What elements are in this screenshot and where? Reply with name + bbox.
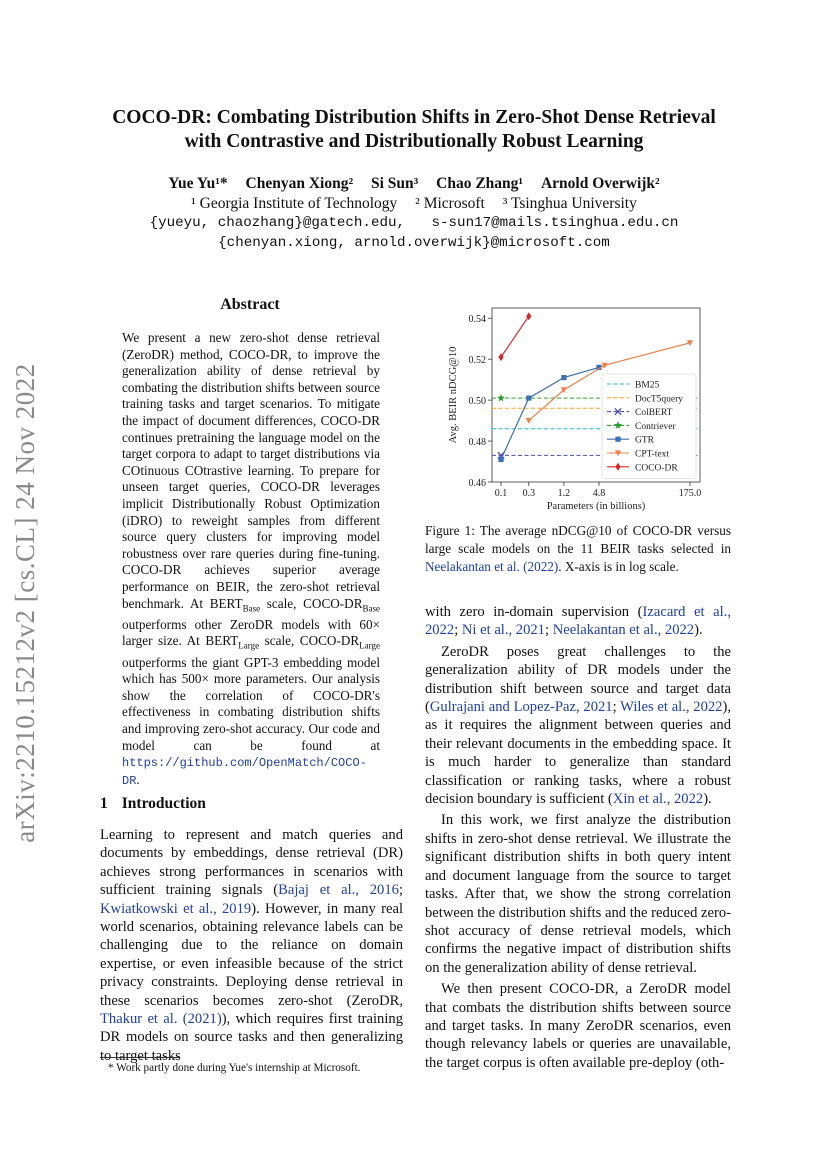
x-tick-label: 4.8: [592, 488, 606, 499]
body-text: ), as it requires the alignment between queries and their relevant documents in the embedding space. It is much harder to generalize than standard classification or ranking tasks, where a robust decision boundary is sufficient (: [425, 699, 731, 808]
series-line: [501, 316, 529, 357]
abstract-body: [122, 330, 380, 789]
abstract-heading: Abstract: [220, 296, 280, 313]
email: s-sun17@mails.tsinghua.edu.cn: [431, 215, 679, 231]
code-url-link[interactable]: https://github.com/OpenMatch/COCO-DR: [122, 756, 367, 788]
body-text: ZeroDR poses great challenges to the generalization ability of DR models under the distribution shift between source and target data (: [425, 643, 731, 716]
paper-title: [60, 106, 768, 154]
figure-caption: [425, 522, 731, 576]
x-tick-label: 175.0: [678, 488, 702, 499]
citation-link[interactable]: Izacard et al., 2022: [425, 604, 731, 639]
x-axis-label: Parameters (in billions): [546, 501, 646, 512]
caption-text: . X-axis is in log scale.: [558, 559, 679, 574]
subscript: Large: [359, 640, 380, 651]
abstract-text: We present a new zero-shot dense retrieval (ZeroDR) method, COCO-DR, to improve the generalization ability of dense retrieval by combating the distribution shifts between source training tasks and target scenarios. To mitigate the impact of document differences, COCO-DR continues pretraining the language model on the target corpora to adapt to target distributions via COtinuous COtrastive learning. To prepare for unseen target queries, COCO-DR leverages implicit Distributionally Robust Optimization (iDRO) to reweight samples from different source query clusters for improving model robustness over rare queries during fine-tuning. COCO-DR achieves superior average performance on BEIR, the zero-shot retrieval benchmark. At BERT: [122, 330, 380, 611]
section-heading: [100, 795, 206, 813]
email-line-2: [60, 235, 768, 251]
citation-link[interactable]: Gulrajani and Lopez-Paz, 2021: [429, 699, 613, 716]
arxiv-identifier: arXiv:2210.15212v2 [cs.CL] 24 Nov 2022: [10, 363, 40, 843]
intro-column-right: [425, 603, 731, 1072]
citation-link[interactable]: Neelakantan et al., 2022: [552, 622, 695, 639]
body-text: ;: [398, 882, 403, 899]
body-text: ;: [544, 622, 553, 639]
legend-label: CPT-text: [635, 449, 669, 460]
data-point: [601, 363, 607, 369]
citation-link[interactable]: Xin et al., 2022: [612, 791, 704, 808]
email: {yueyu, chaozhang}@gatech.edu,: [149, 215, 405, 231]
body-text: ;: [612, 699, 621, 716]
data-point: [498, 457, 503, 462]
body-text: ), which requires first training DR models on source tasks and then generalizing to target tasks: [100, 1011, 403, 1064]
email-line-1: [60, 215, 768, 231]
y-tick-label: 0.48: [468, 437, 486, 449]
body-text: ;: [454, 622, 462, 639]
author-name: Chao Zhang¹: [436, 175, 524, 192]
data-point: [561, 375, 566, 380]
body-text: ). However, in many real world scenarios, obtaining relevance labels can be challenging due to the reliance on domain expertise, or even infeasible because of the strict privacy constraints. Deploying dense retrieval in these scenarios becomes zero-shot (ZeroDR,: [100, 900, 403, 1009]
abstract-text: scale, COCO-DR: [260, 595, 363, 611]
data-point: [497, 394, 505, 402]
author-name: Arnold Overwijk²: [540, 175, 660, 192]
title-line-2: with Contrastive and Distributionally Robust Learning: [184, 131, 644, 152]
body-text: ).: [703, 791, 712, 808]
body-text: with zero in-domain supervision (: [425, 604, 643, 620]
x-tick-label: 0.3: [522, 488, 536, 499]
citation-link[interactable]: Kwiatkowski et al., 2019: [100, 900, 252, 917]
affiliation: ² Microsoft: [415, 195, 485, 212]
caption-text: Figure 1: The average nDCG@10 of COCO-DR versus large scale models on the 11 BEIR tasks selected in: [425, 523, 731, 556]
affiliation-list: [60, 195, 768, 213]
legend-label: GTR: [635, 435, 654, 446]
subscript: Large: [238, 640, 260, 651]
data-point: [615, 437, 620, 442]
legend-label: ColBERT: [635, 408, 673, 419]
y-tick-label: 0.54: [468, 314, 486, 326]
x-tick-label: 0.1: [494, 488, 508, 499]
affiliation: ³ Tsinghua University: [502, 195, 637, 212]
y-tick-label: 0.52: [468, 355, 486, 367]
citation-link[interactable]: Wiles et al., 2022: [620, 699, 723, 716]
subscript: Base: [362, 603, 380, 614]
subscript: Base: [242, 603, 261, 614]
y-axis-label: Avg. BEIR nDCG@10: [448, 346, 459, 444]
x-tick-label: 1.2: [557, 488, 571, 499]
section-number: 1: [100, 795, 108, 812]
intro-column-left: [100, 826, 403, 1065]
abstract-text: outperforms other ZeroDR models with 60× larger size. At BERT: [122, 616, 380, 649]
title-line-1: COCO-DR: Combating Distribution Shifts in Zero-Shot Dense Retrieval: [112, 107, 716, 128]
series-line: [501, 367, 599, 459]
author-name: Si Sun³: [370, 175, 419, 192]
y-tick-label: 0.46: [468, 478, 486, 489]
body-paragraph: In this work, we first analyze the distribution shifts in zero-shot dense retrieval. We illustrate the significant distribution shifts in both query intent and document language from the source to target tasks. After that, we show the strong correlation between the distribution shifts and the reduced zero-shot accuracy of dense retrieval models, which confirms the negative impact of distribution shifts on the generalization ability of dense retrieval.: [425, 812, 731, 976]
body-paragraph: We then present COCO-DR, a ZeroDR model that combats the distribution shifts between source and target tasks. In many ZeroDR scenarios, even though relevancy labels or queries are unavailable, the target corpus is often available pre-deploy (oth-: [425, 981, 731, 1071]
body-text: Learning to represent and match queries and documents by embeddings, dense retrieval (DR) achieves strong performances in scenarios with sufficient training signals (: [100, 827, 403, 899]
abstract-text: outperforms the giant GPT-3 embedding model which has 500× more parameters. Our analysis show the correlation of COCO-DR's effectiveness in combating distribution shifts and improving zero-shot accuracy. Our code and model can be found at: [122, 654, 380, 753]
affiliation: ¹ Georgia Institute of Technology: [191, 195, 398, 212]
section-title: Introduction: [121, 795, 206, 812]
citation-link[interactable]: Ni et al., 2021: [461, 622, 545, 639]
author-name: Yue Yu¹*: [168, 175, 228, 192]
body-text: ).: [694, 622, 703, 639]
author-list: [60, 175, 768, 193]
data-point: [526, 418, 532, 424]
y-tick-label: 0.50: [468, 396, 486, 408]
citation-link[interactable]: Neelakantan et al. (2022): [425, 559, 559, 574]
footnote: * Work partly done during Yue's internship at Microsoft.: [108, 1062, 361, 1074]
author-name: Chenyan Xiong²: [245, 175, 354, 192]
data-point: [526, 395, 531, 400]
figure-1-chart: [432, 300, 732, 515]
abstract-text: .: [136, 771, 140, 787]
footnote-rule: [100, 1057, 180, 1058]
email: {chenyan.xiong, arnold.overwijk}@microsoft.com: [218, 235, 610, 251]
citation-link[interactable]: Thakur et al. (2021): [100, 1011, 222, 1028]
abstract-text: scale, COCO-DR: [259, 633, 360, 649]
legend-label: DocT5query: [635, 394, 684, 405]
legend-label: COCO-DR: [635, 463, 678, 474]
legend-label: BM25: [635, 380, 660, 391]
legend-label: Contriever: [635, 421, 676, 432]
citation-link[interactable]: Bajaj et al., 2016: [278, 882, 399, 899]
